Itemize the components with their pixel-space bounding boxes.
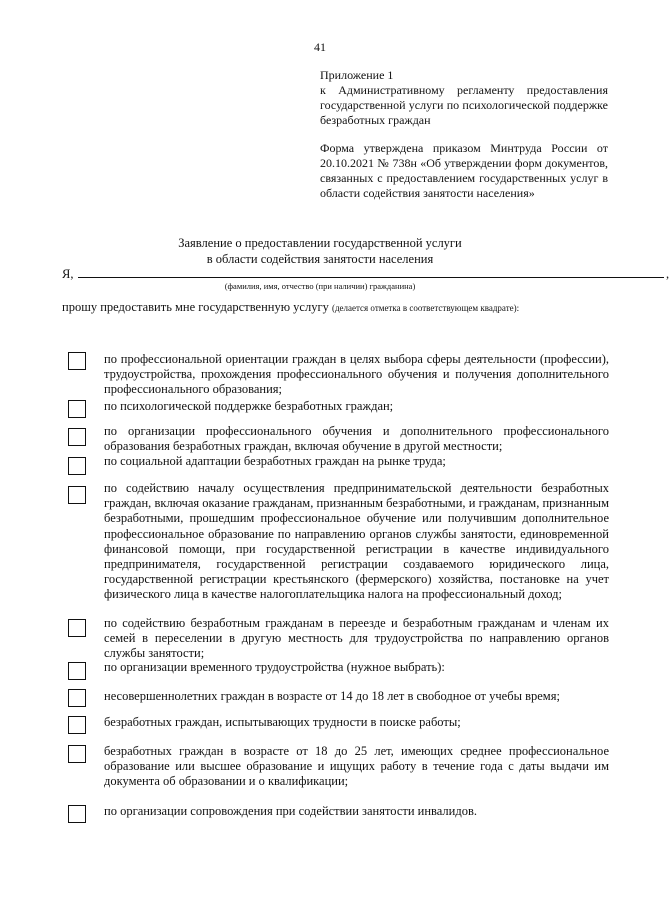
option-text: по содействию началу осуществления предпринимательской деятельности безработных граждан, включая оказание гражданам, признанным безработными, и гражданам, признанным безработными, прошедшим профессиональное обучение или получившим дополнительное профессиональное образование по направлению органов службы занятости, единовременной финансовой помощи, при государственной регистрации в качестве индивидуального предпринимателя, государственной регистрации создаваемого юридического лица, государственной регистрации крестьянского (фермерского) хозяйства, постановке на учет физического лица в качестве налогоплательщика налога на профессиональный доход; <box>104 481 609 602</box>
title-line-2: в области содействия занятости населения <box>206 252 434 266</box>
option-checkbox[interactable] <box>68 745 86 763</box>
document-title <box>0 235 640 267</box>
option-checkbox[interactable] <box>68 716 86 734</box>
option-text: по содействию безработным гражданам в переезде и безработным гражданам и членам их семей в переселении в другую местность для трудоустройства по направлению органов службы занятости; <box>104 616 609 661</box>
option-checkbox[interactable] <box>68 619 86 637</box>
form-approval-note: Форма утверждена приказом Минтруда России от 20.10.2021 № 738н «Об утверждении форм документов, связанных с предоставлением государственных услуг в области содействия занятости населения» <box>320 141 608 200</box>
option-text: по профессиональной ориентации граждан в целях выбора сферы деятельности (профессии), трудоустройства, прохождения профессионального обучения и получения дополнительного профессионального образования; <box>104 352 609 397</box>
option-checkbox[interactable] <box>68 689 86 707</box>
applicant-name-field[interactable] <box>78 277 664 278</box>
option-text: безработных граждан в возрасте от 18 до 25 лет, имеющих среднее профессиональное образование или высшее образование и ищущих работу в течение года с даты выдачи им документа об образовании и о квалификации; <box>104 744 609 789</box>
option-checkbox[interactable] <box>68 457 86 475</box>
option-checkbox[interactable] <box>68 662 86 680</box>
option-text: безработных граждан, испытывающих трудности в поиске работы; <box>104 715 461 729</box>
option-text: по организации профессионального обучения и дополнительного профессионального образования безработных граждан, включая обучение в другой местности; <box>104 424 609 454</box>
request-text: прошу предоставить мне государственную услугу <box>62 300 329 314</box>
applicant-caption: (фамилия, имя, отчество (при наличии) гражданина) <box>224 281 416 291</box>
option-text: по психологической поддержке безработных граждан; <box>104 399 394 413</box>
page-number: 41 <box>314 40 326 54</box>
applicant-label: Я, <box>62 267 74 281</box>
option-checkbox[interactable] <box>68 428 86 446</box>
appendix-title: Приложение 1 <box>320 68 394 82</box>
option-text: по социальной адаптации безработных граждан на рынке труда; <box>104 454 446 468</box>
option-checkbox[interactable] <box>68 805 86 823</box>
option-text: по организации временного трудоустройства (нужное выбрать): <box>104 660 445 674</box>
option-checkbox[interactable] <box>68 352 86 370</box>
appendix-text: к Административному регламенту предоставления государственной услуги по психологической поддержке безработных граждан <box>320 83 608 127</box>
request-note: (делается отметка в соответствующем квадрате): <box>331 303 520 313</box>
request-line <box>62 300 519 315</box>
appendix-block <box>320 68 608 128</box>
title-line-1: Заявление о предоставлении государственной услуги <box>178 236 462 250</box>
option-text: по организации сопровождения при содействии занятости инвалидов. <box>104 804 477 818</box>
option-checkbox[interactable] <box>68 486 86 504</box>
applicant-comma: , <box>666 267 669 281</box>
option-text: несовершеннолетних граждан в возрасте от 14 до 18 лет в свободное от учебы время; <box>104 689 560 703</box>
option-checkbox[interactable] <box>68 400 86 418</box>
